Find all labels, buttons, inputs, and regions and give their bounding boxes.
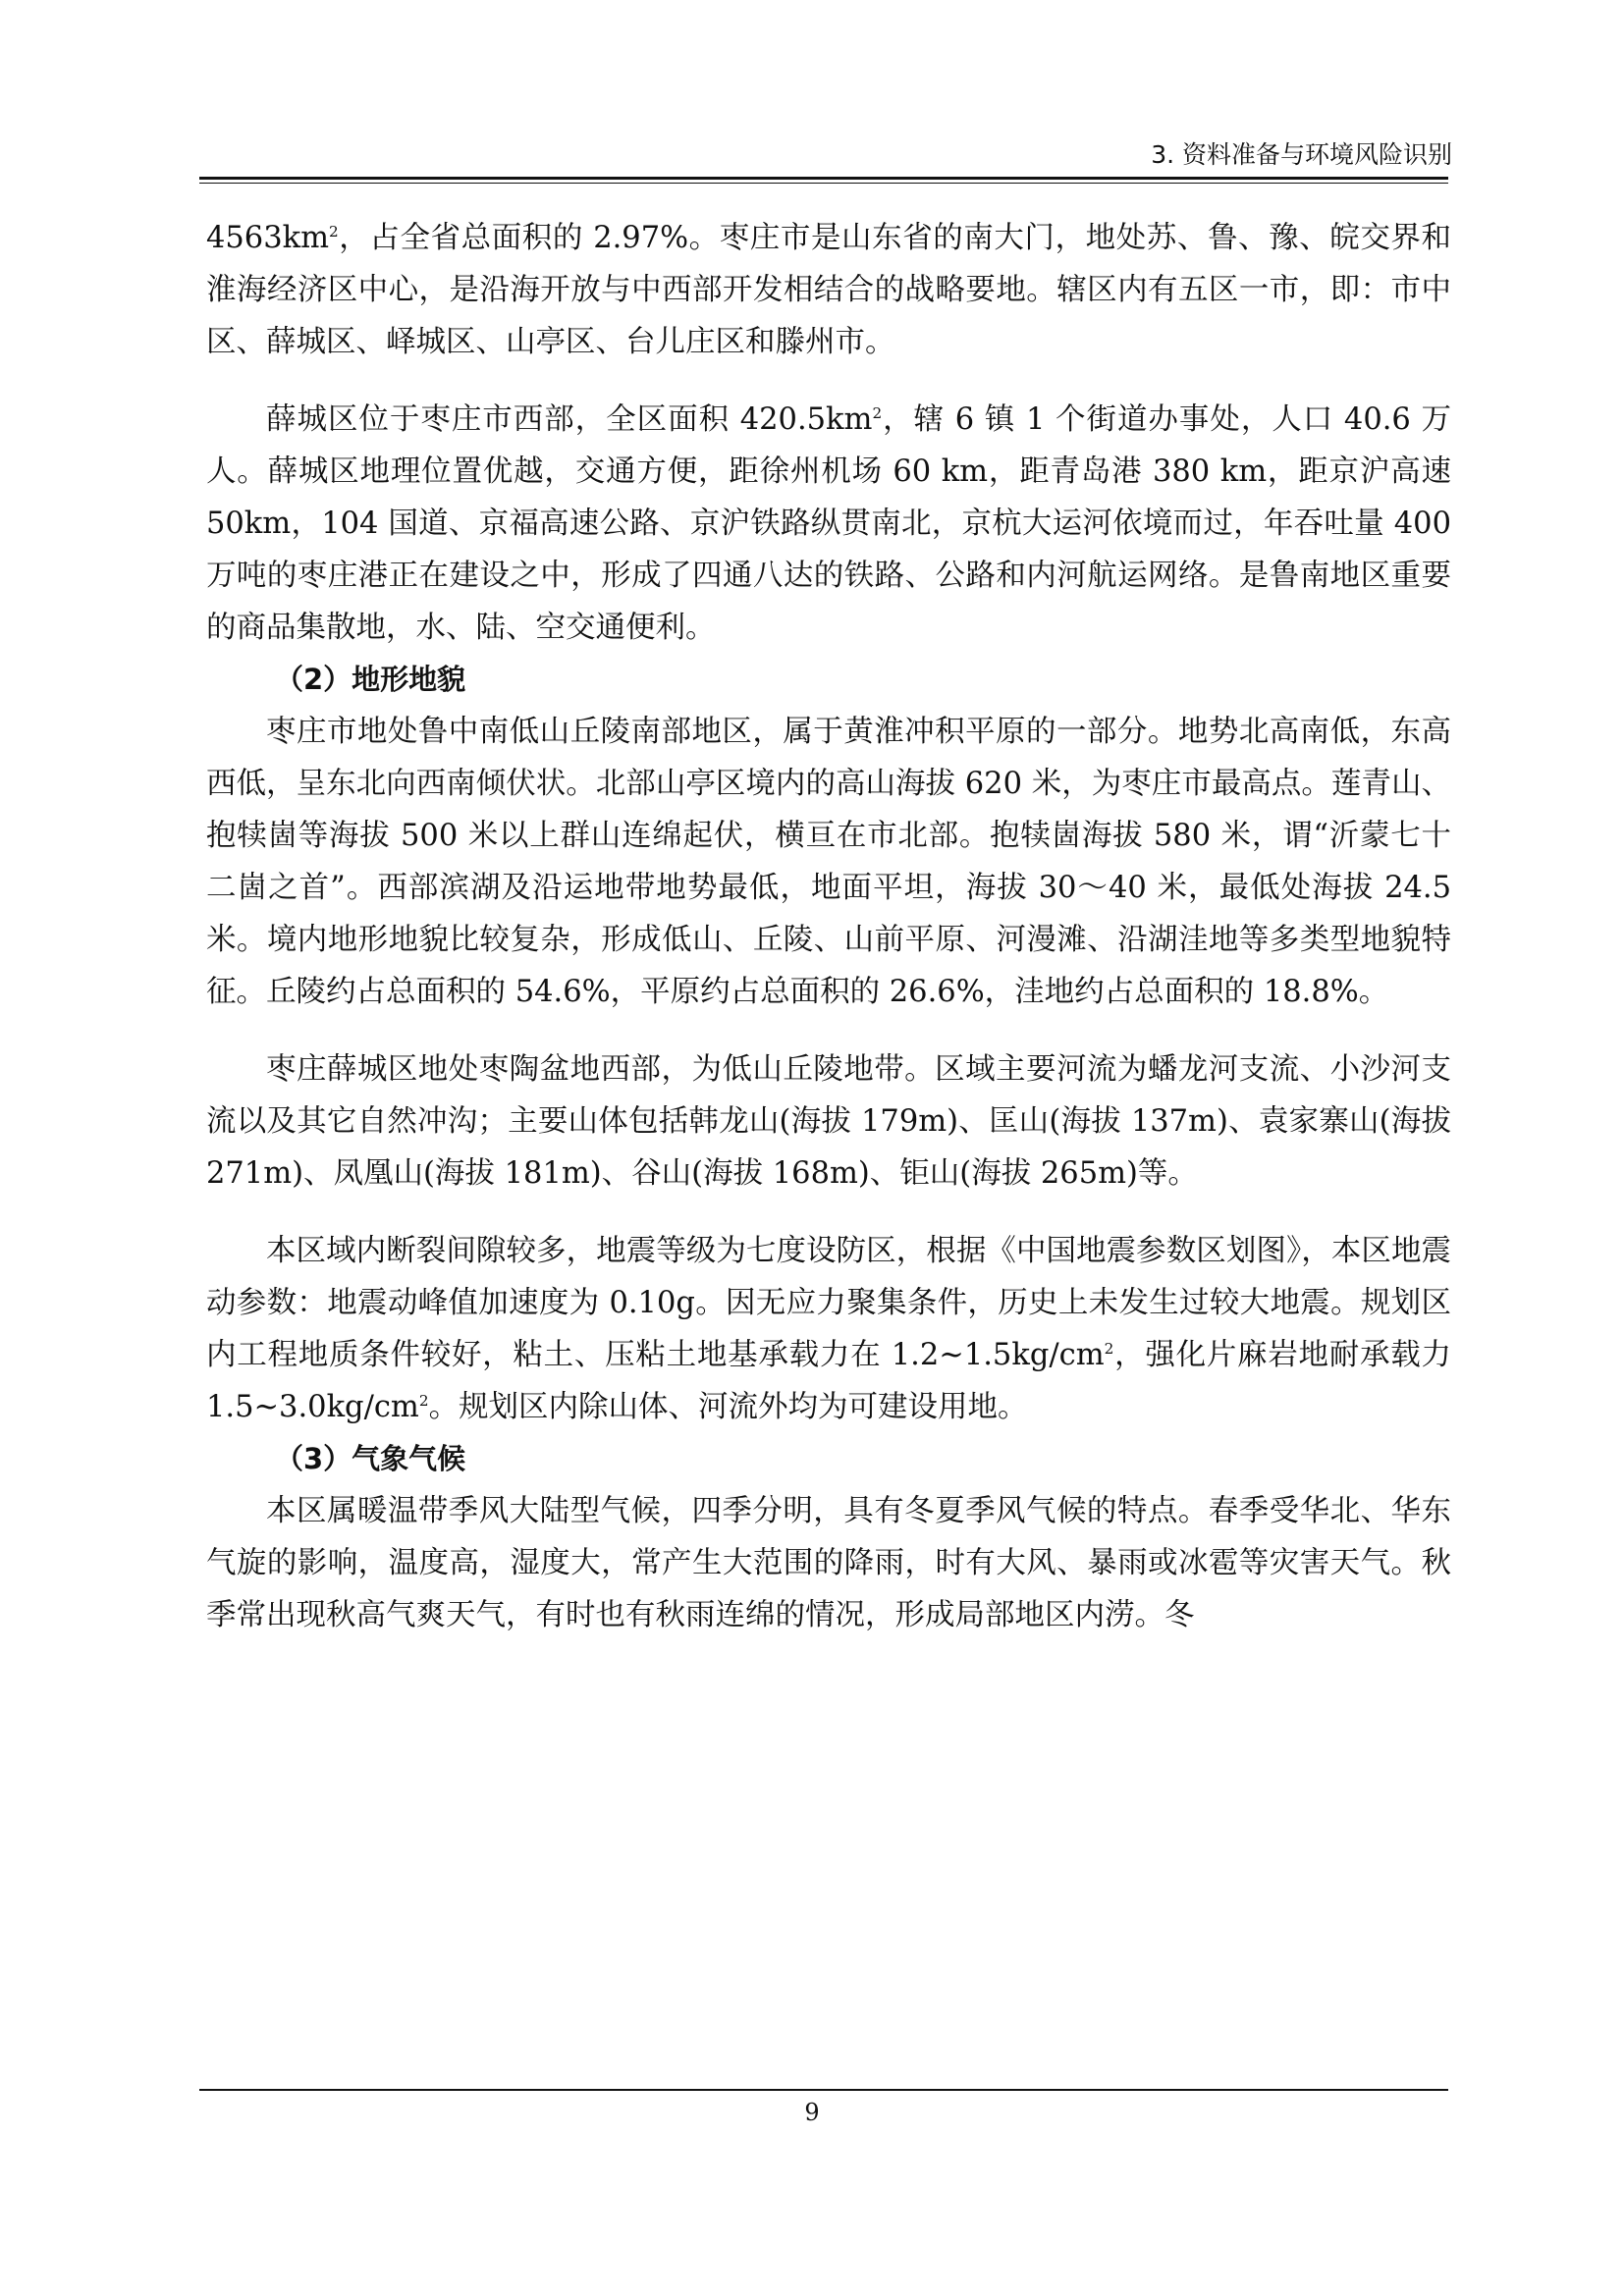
text-run: 4563km — [206, 221, 330, 255]
text-run: ，强化片麻岩地耐承载力 1.5~3.0kg/cm — [206, 1338, 1452, 1424]
text-run: 本区域内断裂间隙较多，地震等级为七度设防区，根据《中国地震参数区划图》，本区地震动参数：地震动峰值加速度为 0.10g。因无应力聚集条件，历史上未发生过较大地震。规划区内工程地质条件较好，粘土、压粘土地基承载力在 1.2~1.5kg/cm — [206, 1234, 1451, 1372]
superscript: 2 — [418, 1391, 429, 1410]
text-run: ，辖 6 镇 1 个街道办事处，人口 40.6 万人。薛城区地理位置优越，交通方便，距徐州机场 60 km，距青岛港 380 km，距京沪高速 50km，104 国道、京福高速公路、京沪铁路纵贯南北，京杭大运河依境而过，年吞吐量 400 万吨的枣庄港正在建设之中，形成了四通八达的铁路、公路和内河航运网络。是鲁南地区重要的商品集散地，水、陆、空交通便利。 — [206, 402, 1451, 645]
superscript: 2 — [329, 222, 339, 240]
paragraph-terrain: 枣庄市地处鲁中南低山丘陵南部地区，属于黄淮冲积平原的一部分。地势北高南低，东高西低，呈东北向西南倾伏状。北部山亭区境内的高山海拔 620 米，为枣庄市最高点。莲青山、抱犊崮等海拔 500 米以上群山连绵起伏，横亘在市北部。抱犊崮海拔 580 米，谓“沂蒙七十二崮之首”。西部滨湖及沿运地带地势最低，地面平坦，海拔 30～40 米，最低处海拔 24.5 米。境内地形地貌比较复杂，形成低山、丘陵、山前平原、河漫滩、沿湖洼地等多类型地貌特征。丘陵约占总面积的 54.6%，平原约占总面积的 26.6%，洼地约占总面积的 18.8%。 — [206, 715, 1451, 1009]
paragraph-climate: 本区属暖温带季风大陆型气候，四季分明，具有冬夏季风气候的特点。春季受华北、华东气旋的影响，温度高，湿度大，常产生大范围的降雨，时有大风、暴雨或冰雹等灾害天气。秋季常出现秋高气爽天气，有时也有秋雨连绵的情况，形成局部地区内涝。冬 — [206, 1494, 1451, 1632]
text-run: 。规划区内除山体、河流外均为可建设用地。 — [428, 1390, 1028, 1424]
page-number: 9 — [804, 2099, 820, 2126]
running-header: 3. 资料准备与环境风险识别 — [1151, 140, 1452, 169]
footer-rule — [199, 2089, 1448, 2091]
header-rule-thin — [199, 183, 1448, 184]
section-heading-terrain: （2）地形地貌 — [275, 663, 466, 696]
superscript: 2 — [872, 403, 883, 422]
paragraph-xuecheng-district — [206, 394, 1451, 654]
page-body — [206, 212, 1451, 1641]
superscript: 2 — [1104, 1339, 1114, 1358]
section-heading-climate: （3）气象气候 — [275, 1442, 466, 1475]
paragraph-seismic — [206, 1225, 1451, 1433]
header-rule — [199, 177, 1448, 180]
paragraph-basin: 枣庄薛城区地处枣陶盆地西部，为低山丘陵地带。区域主要河流为蟠龙河支流、小沙河支流以及其它自然冲沟；主要山体包括韩龙山(海拔 179m)、匡山(海拔 137m)、袁家寨山(海拔 271m)、凤凰山(海拔 181m)、谷山(海拔 168m)、钜山(海拔 265m)等。 — [206, 1052, 1451, 1191]
text-run: 薛城区位于枣庄市西部，全区面积 420.5km — [266, 402, 873, 437]
text-run: ，占全省总面积的 2.97%。枣庄市是山东省的南大门，地处苏、鲁、豫、皖交界和淮海经济区中心，是沿海开放与中西部开发相结合的战略要地。辖区内有五区一市，即：市中区、薛城区、峄城区、山亭区、台儿庄区和滕州市。 — [206, 221, 1451, 359]
paragraph-area-overview — [206, 212, 1451, 368]
